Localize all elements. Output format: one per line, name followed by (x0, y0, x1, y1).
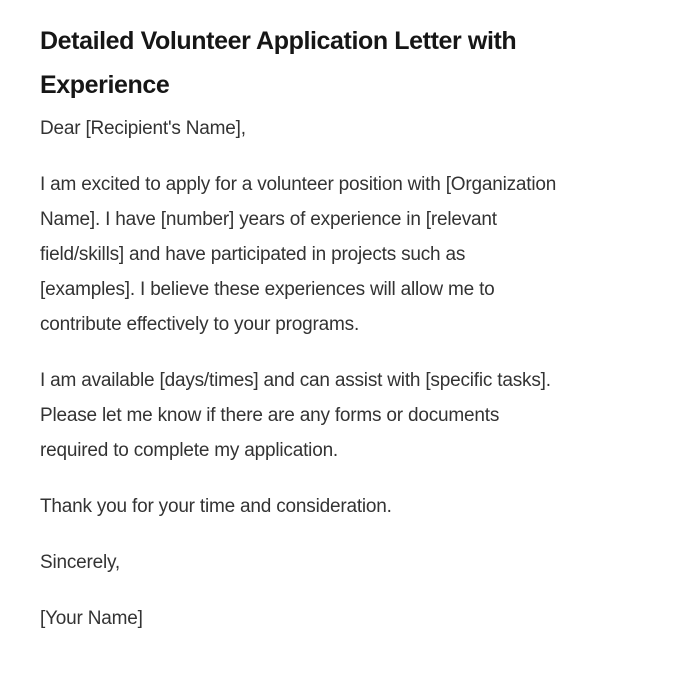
page-title: Detailed Volunteer Application Letter with Experience (40, 27, 517, 99)
text-line: Name]. I have [number] years of experience in [relevant (40, 209, 497, 230)
text-line: I am available [days/times] and can assist with [specific tasks]. (40, 370, 551, 391)
signature-name-line (40, 601, 660, 636)
text-line: [examples]. I believe these experiences will allow me to (40, 279, 495, 300)
text-line: Please let me know if there are any forms or documents (40, 405, 500, 426)
paragraph-availability (40, 363, 660, 468)
paragraph-experience-intro (40, 167, 660, 342)
letter-document (0, 19, 700, 699)
text-line: Thank you for your time and consideration. (40, 496, 392, 517)
text-line: field/skills] and have participated in projects such as (40, 244, 466, 265)
closing-thanks-line (40, 489, 660, 524)
text-line: Sincerely, (40, 552, 121, 573)
text-line: I am excited to apply for a volunteer position with [Organization (40, 174, 557, 195)
text-line: [Your Name] (40, 608, 143, 629)
sign-off-line (40, 545, 660, 580)
text-line: required to complete my application. (40, 440, 339, 461)
greeting-line: Dear [Recipient's Name], (40, 118, 246, 139)
text-line: contribute effectively to your programs. (40, 314, 360, 335)
